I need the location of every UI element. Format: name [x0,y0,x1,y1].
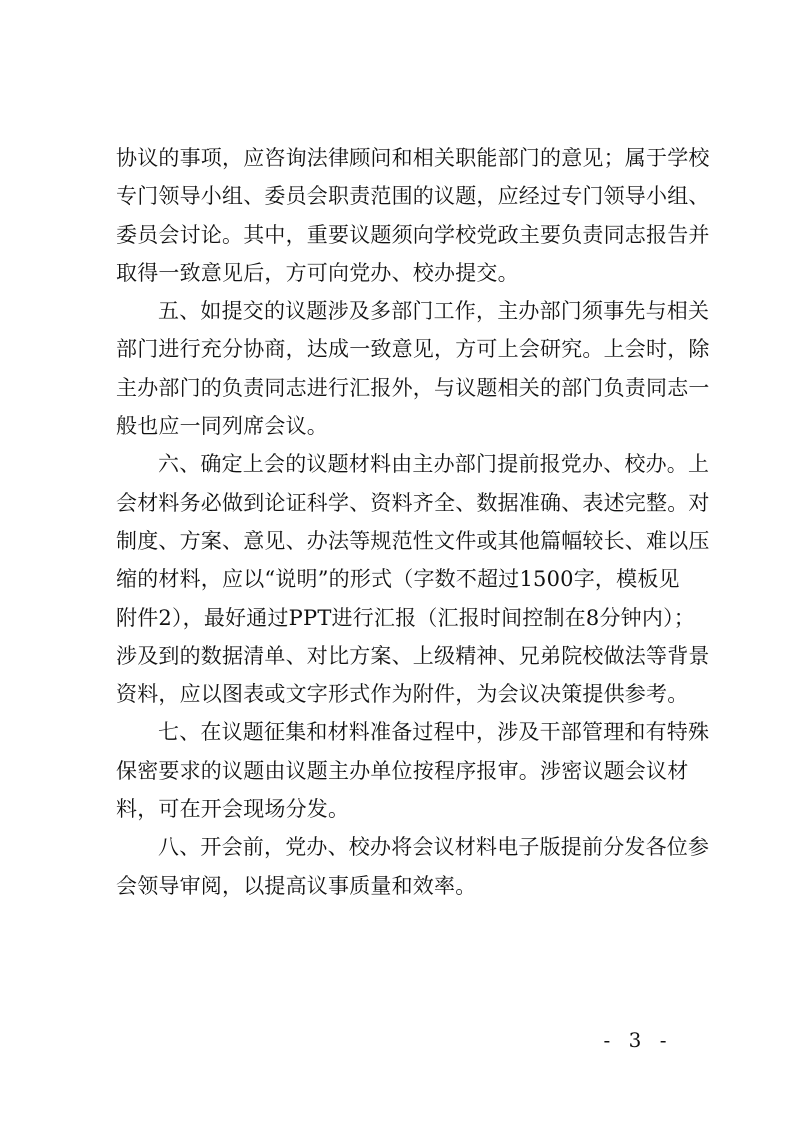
document-body [116,139,710,905]
text-line: 会材料务必做到论证科学、资料齐全、数据准确、表述完整。对 [116,490,710,515]
text-line: 会领导审阅，以提高议事质量和效率。 [116,873,477,898]
paragraph-eight-first-line: 八、开会前，党办、校办将会议材料电子版提前分发各位参 [158,835,710,860]
text-line: 缩的材料，应以“说明”的形式（字数不超过1500字，模板见 [116,567,680,592]
text-line: 协议的事项，应咨询法律顾问和相关职能部门的意见；属于学校 [116,146,710,170]
text-line: 般也应一同列席会议。 [116,414,328,439]
text-line: 保密要求的议题由议题主办单位按程序报审。涉密议题会议材 [116,758,689,783]
text-line: 委员会讨论。其中，重要议题须向学校党政主要负责同志报告并 [116,222,710,247]
paragraph-seven-first-line: 七、在议题征集和材料准备过程中，涉及干部管理和有特殊 [158,720,710,745]
text-line: 涉及到的数据清单、对比方案、上级精神、兄弟院校做法等背景 [116,643,710,668]
text-line: 料，可在开会现场分发。 [116,797,350,822]
page-number: - 3 - [603,1028,673,1052]
paragraph-six-first-line: 六、确定上会的议题材料由主办部门提前报党办、校办。上 [158,452,710,477]
text-line: 资料，应以图表或文字形式作为附件，为会议决策提供参考。 [116,682,689,707]
paragraph-five-first-line: 五、如提交的议题涉及多部门工作，主办部门须事先与相关 [158,299,710,324]
text-line: 附件2），最好通过PPT进行汇报（汇报时间控制在8分钟内）； [116,605,695,630]
text-line: 部门进行充分协商，达成一致意见，方可上会研究。上会时，除 [116,337,710,362]
text-line: 取得一致意见后，方可向党办、校办提交。 [116,260,519,285]
text-line: 主办部门的负责同志进行汇报外，与议题相关的部门负责同志一 [116,375,710,400]
text-line: 制度、方案、意见、办法等规范性文件或其他篇幅较长、难以压 [116,528,710,553]
text-line: 专门领导小组、委员会职责范围的议题，应经过专门领导小组、 [116,184,710,209]
